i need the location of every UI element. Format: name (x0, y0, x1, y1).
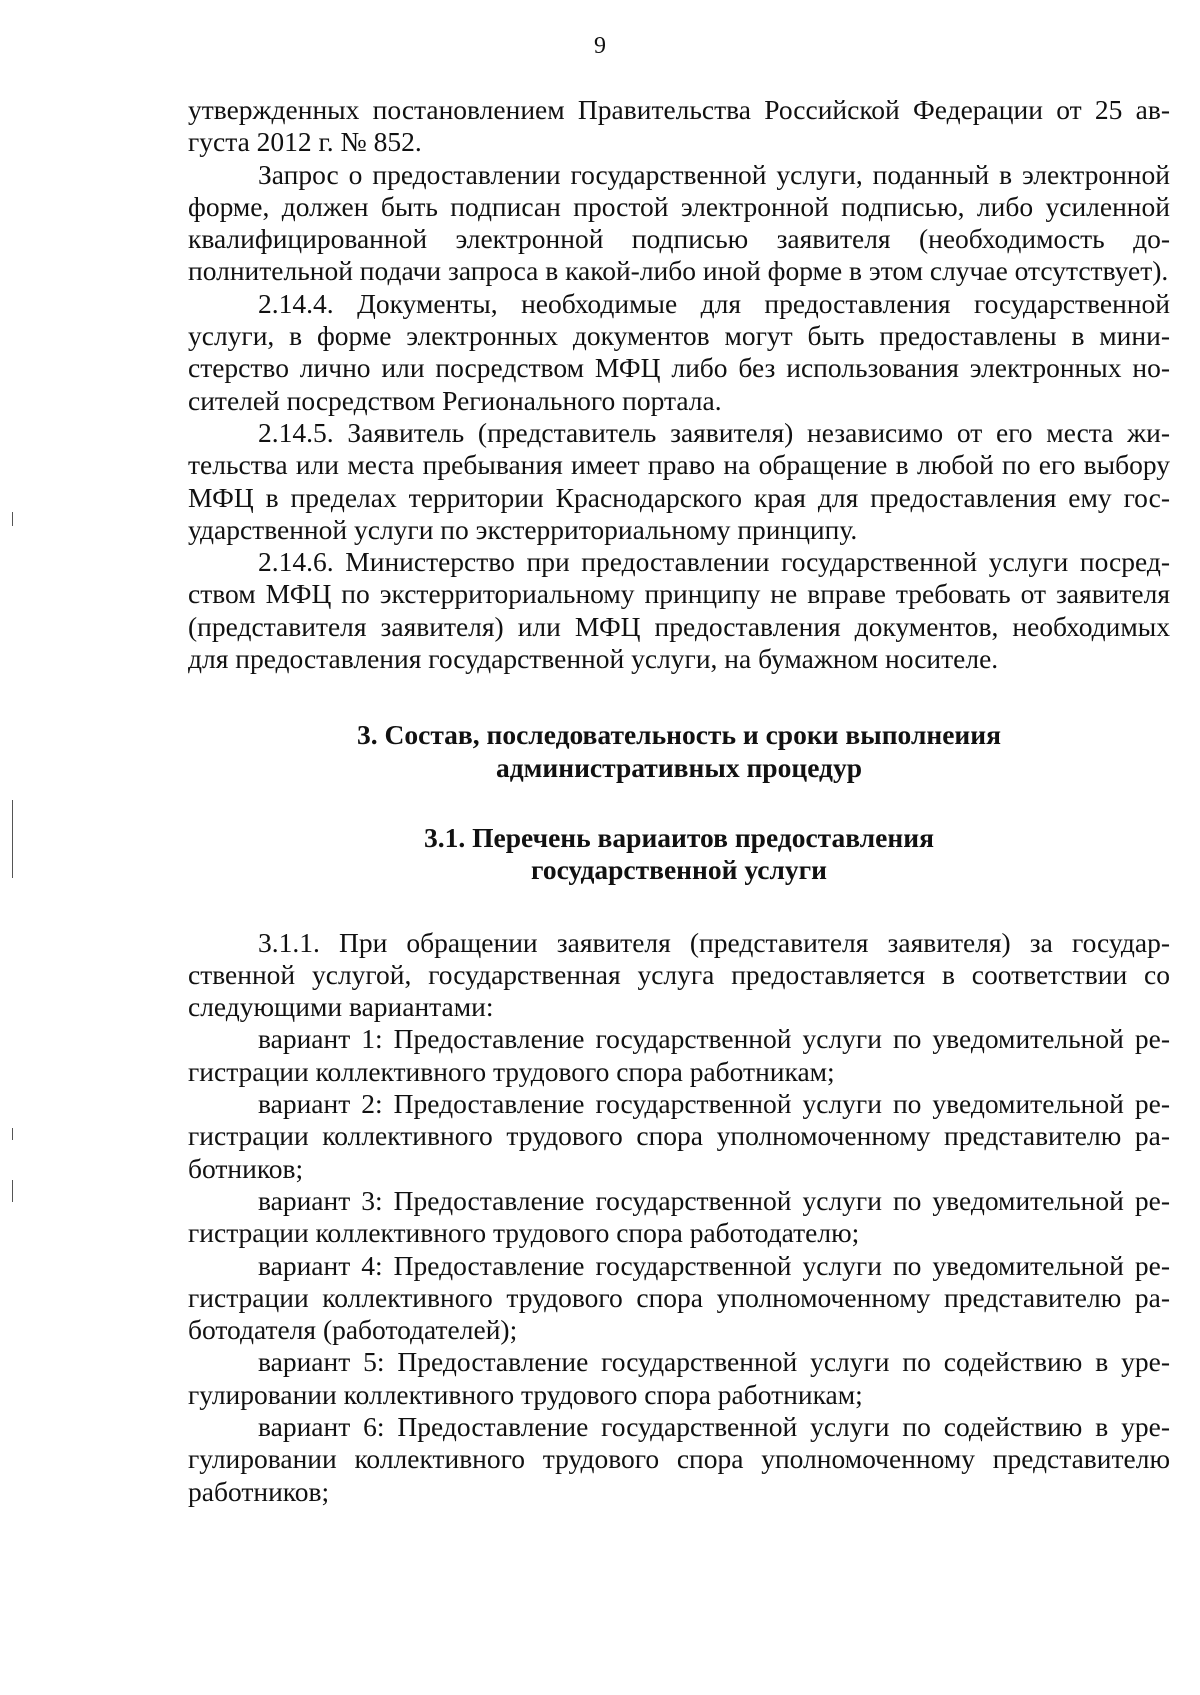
paragraph-3-1-1: 3.1.1. При обращении заявителя (представителя заявителя) за государственной услугой, государственная услуга предоставляется в соответствии со следующими вариантами: (188, 926, 1170, 1023)
variant-4: вариант 4: Предоставление государственной услуги по уведомительной регистрации коллективного трудового спора уполномоченному представителю работодателя (работодателей); (188, 1249, 1170, 1346)
scan-artifact (12, 512, 13, 526)
paragraph-2-14-6: 2.14.6. Министерство при предоставлении государственной услуги посредством МФЦ по экстерриториальному принципу не вправе требовать от заявителя (представителя заявителя) или МФЦ предоставления документов, необходимых для предоставления государственной услуги, на бумажном носителе. (188, 546, 1170, 675)
paragraph-2-14-5: 2.14.5. Заявитель (представитель заявителя) независимо от его места жительства или места пребывания имеет право на обращение в любой по его выбору МФЦ в пределах территории Краснодарского края для предоставления ему государственной услуги по экстерриториальному принципу. (188, 416, 1170, 545)
subsection-heading-line2: государственной услуги (531, 854, 827, 886)
variant-1: вариант 1: Предоставление государственной услуги по уведомительной регистрации коллективного трудового спора работникам; (188, 1023, 1170, 1087)
scan-artifact (12, 800, 13, 878)
scan-artifact (12, 1128, 13, 1140)
subsection-heading (188, 822, 1170, 887)
document-body (188, 94, 1170, 1508)
paragraph-electronic-request: Запрос о предоставлении государственной услуги, поданный в электронной форме, должен быть подписан простой электронной подписью, либо усиленной квалифицированной электронной подписью заявителя (необходимость дополнительной подачи запроса в какой-либо иной форме в этом случае отсутствует). (188, 158, 1170, 287)
section-heading (188, 719, 1170, 784)
section-heading-line2: административных процедур (496, 751, 862, 783)
variant-2: вариант 2: Предоставление государственной услуги по уведомительной регистрации коллективного трудового спора уполномоченному представителю работников; (188, 1088, 1170, 1184)
paragraph-continuation: утвержденных постановлением Правительства Российской Федерации от 25 августа 2012 г. № 852. (188, 94, 1170, 158)
subsection-heading-line1: 3.1. Перечень вариаитов предоставления (424, 821, 934, 853)
paragraph-2-14-4: 2.14.4. Документы, необходимые для предоставления государственной услуги, в форме электронных документов могут быть предоставлены в министерство лично или посредством МФЦ либо без использования электронных носителей посредством Регионального портала. (188, 287, 1170, 416)
variant-5: вариант 5: Предоставление государственной услуги по содействию в урегулировании коллективного трудового спора работникам; (188, 1346, 1170, 1410)
variant-3: вариант 3: Предоставление государственной услуги по уведомительной регистрации коллективного трудового спора работодателю; (188, 1184, 1170, 1249)
page-number: 9 (594, 33, 606, 59)
section-heading-line1: 3. Состав, последовательность и сроки выполнеиия (357, 719, 1001, 751)
scan-artifact (12, 1180, 13, 1202)
variant-6: вариант 6: Предоставление государственной услуги по содействию в урегулировании коллективного трудового спора уполномоченному представителю работников; (188, 1410, 1170, 1507)
